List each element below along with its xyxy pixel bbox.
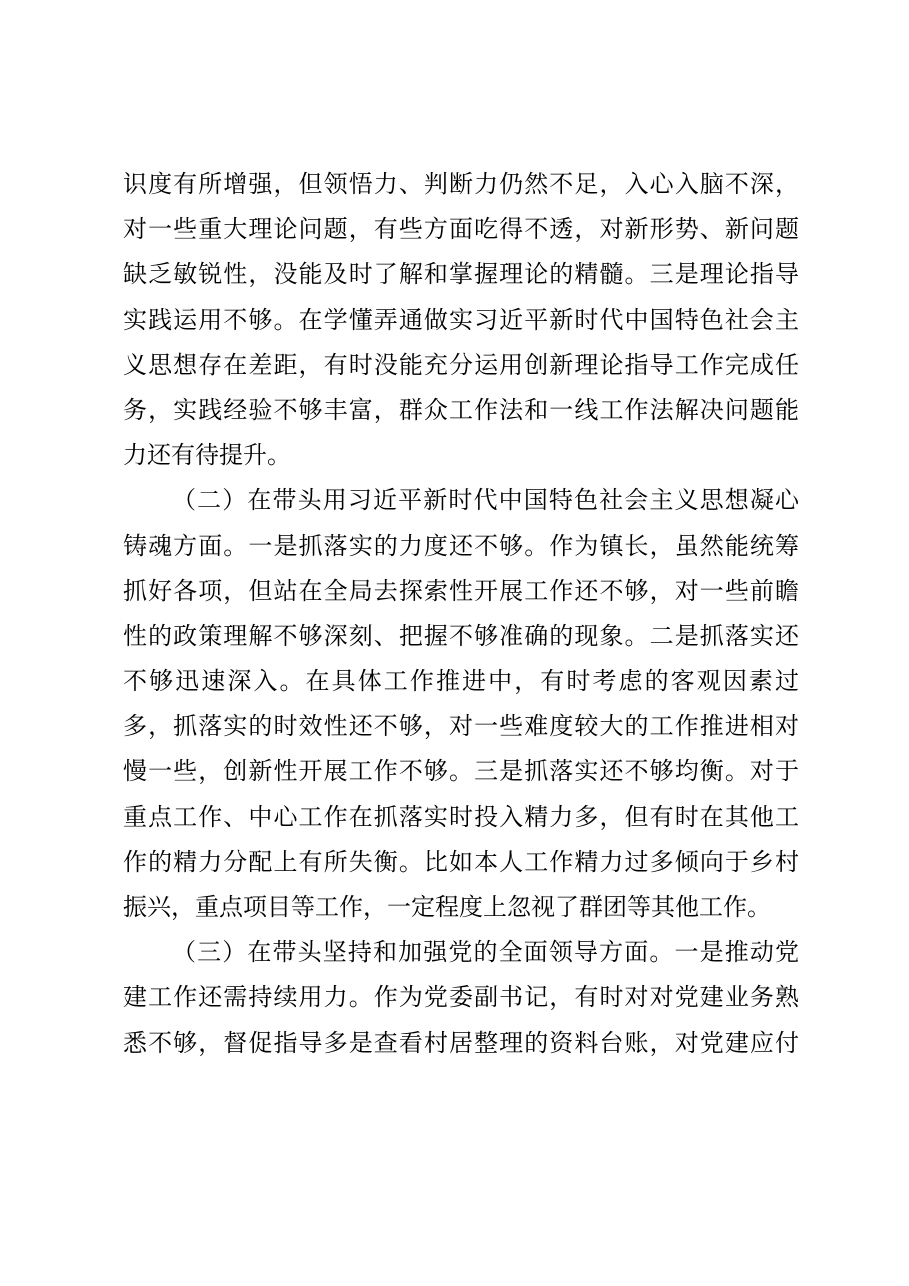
- text-line: 铸魂方面。一是抓落实的力度还不够。作为镇长，虽然能统筹: [123, 531, 799, 560]
- text-line: 振兴，重点项目等工作，一定程度上忽视了群团等其他工作。: [123, 893, 771, 921]
- text-line: 建工作还需持续用力。作为党委副书记，有时对对党建业务熟: [123, 983, 799, 1012]
- text-line: 力还有待提升。: [123, 441, 291, 470]
- text-line: 识度有所增强，但领悟力、判断力仍然不足，入心入脑不深，: [123, 170, 799, 198]
- text-line: 义思想存在差距，有时没能充分运用创新理论指导工作完成任: [123, 350, 799, 379]
- text-line: 抓好各项，但站在全局去探索性开展工作还不够，对一些前瞻: [123, 576, 799, 605]
- text-line: 重点工作、中心工作在抓落实时投入精力多，但有时在其他工: [123, 802, 799, 831]
- paragraph-start-line: （二）在带头用习近平新时代中国特色社会主义思想凝心: [172, 486, 799, 515]
- text-line: 缺乏敏锐性，没能及时了解和掌握理论的精髓。三是理论指导: [123, 260, 799, 289]
- text-line: 慢一些，创新性开展工作不够。三是抓落实还不够均衡。对于: [123, 757, 799, 786]
- text-line: 务，实践经验不够丰富，群众工作法和一线工作法解决问题能: [123, 395, 799, 424]
- document-body: [123, 162, 799, 1066]
- text-line: 实践运用不够。在学懂弄通做实习近平新时代中国特色社会主: [123, 305, 799, 334]
- text-line: 悉不够，督促指导多是查看村居整理的资料台账，对党建应付: [123, 1028, 799, 1057]
- text-line: 不够迅速深入。在具体工作推进中，有时考虑的客观因素过: [123, 667, 799, 696]
- paragraph-start-line: （三）在带头坚持和加强党的全面领导方面。一是推动党: [172, 938, 799, 967]
- text-line: 多，抓落实的时效性还不够，对一些难度较大的工作推进相对: [123, 712, 799, 741]
- text-line: 性的政策理解不够深刻、把握不够准确的现象。二是抓落实还: [123, 621, 799, 650]
- text-line: 作的精力分配上有所失衡。比如本人工作精力过多倾向于乡村: [123, 847, 799, 876]
- text-line: 对一些重大理论问题，有些方面吃得不透，对新形势、新问题: [123, 215, 799, 244]
